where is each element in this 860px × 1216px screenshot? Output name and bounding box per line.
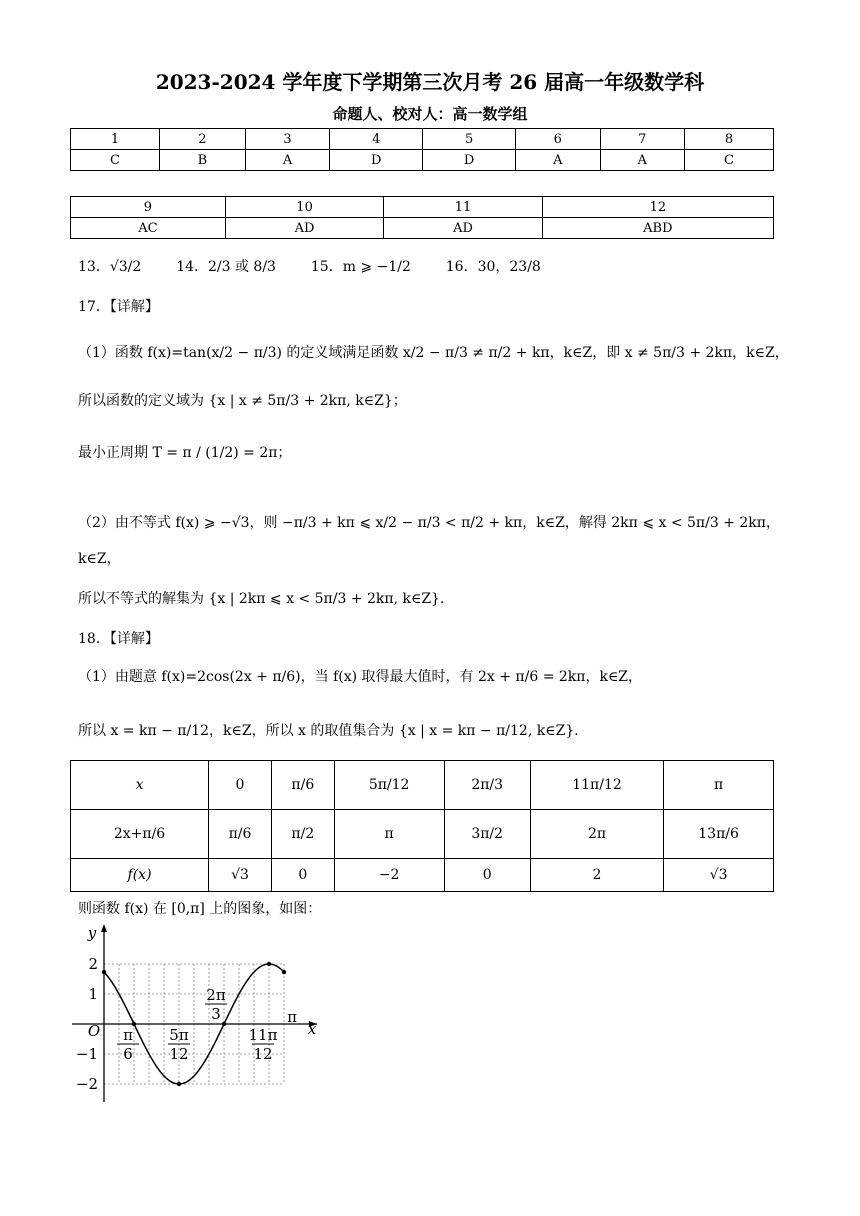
value-cell: π [664,761,774,810]
graph-labels [76,924,317,1093]
answer-14: 14．2/3 或 8/3 [176,259,276,275]
value-cell: π [334,810,444,859]
answer-value: C [684,150,773,171]
value-table [70,760,774,892]
value-cell: 5π/12 [334,761,444,810]
y-axis-arrow [101,924,107,932]
data-point [282,970,286,974]
value-cell: 0 [271,859,334,892]
x-tick-label: π [287,1008,297,1026]
answer-value-row [71,150,774,171]
q18-max-set: 所以 x = kπ − π/12，k∈Z，所以 x 的取值集合为 {x | x = kπ − π/12, k∈Z}． [78,723,589,739]
x-tick-label-num: 11π [248,1026,278,1044]
q17-solution-set: 所以不等式的解集为 {x | 2kπ ⩽ x < 5π/3 + 2kπ, k∈Z}． [78,591,454,607]
x-tick-label-den: 12 [253,1045,273,1063]
value-cell: √3 [209,859,272,892]
answer-number: 10 [225,197,383,218]
data-point [267,962,271,966]
value-cell: π/2 [271,810,334,859]
answer-number: 6 [516,129,600,150]
value-cell: 2x+π/6 [71,810,209,859]
answer-number: 11 [384,197,542,218]
fill-in-answers [78,256,541,276]
q17-heading: 17．【详解】 [78,299,159,315]
value-cell: √3 [664,859,774,892]
answer-number: 8 [684,129,773,150]
x-tick-label-num: 5π [169,1026,189,1044]
answer-value: AC [71,218,226,239]
q17-part2: （2）由不等式 f(x) ⩾ −√3，则 −π/3 + kπ ⩽ x/2 − π/3 < π/2 + kπ，k∈Z，解得 2kπ ⩽ x < 5π/3 + 2kπ， [78,515,780,531]
y-tick-label: 2 [88,955,98,973]
data-point [222,1022,226,1026]
answer-value-row [71,218,774,239]
answer-value: AD [225,218,383,239]
answer-16: 16．30，23/8 [445,259,541,275]
value-cell: 11π/12 [530,761,663,810]
answer-value: A [600,150,684,171]
value-cell: 2 [530,859,663,892]
q18-part1: （1）由题意 f(x)=2cos(2x + π/6)，当 f(x) 取得最大值时，有 2x + π/6 = 2kπ，k∈Z， [78,669,643,685]
answer-number: 4 [330,129,423,150]
value-cell: 3π/2 [444,810,530,859]
answer-value: C [71,150,160,171]
multi-answer-table [70,196,774,239]
q18-graph-caption: 则函数 f(x) 在 [0,π] 上的图象，如图： [78,901,322,917]
answer-15: 15．m ⩾ −1/2 [310,259,411,275]
answer-value: ABD [542,218,773,239]
answer-value: AD [384,218,542,239]
y-tick-label: −1 [75,1045,98,1063]
value-cell: 0 [444,859,530,892]
value-table-row [71,761,774,810]
answer-number: 2 [160,129,246,150]
value-cell: x [71,761,209,810]
value-cell: 0 [209,761,272,810]
page-title: 2023-2024 学年度下学期第三次月考 26 届高一年级数学科 [155,70,705,94]
value-cell: 13π/6 [664,810,774,859]
q17-domain: 所以函数的定义域为 {x | x ≠ 5π/3 + 2kπ, k∈Z}； [78,393,407,409]
data-point [177,1082,181,1086]
value-table-row [71,859,774,892]
answer-number: 1 [71,129,160,150]
x-tick-label-den: 3 [211,1005,221,1023]
answer-value: B [160,150,246,171]
origin-label: O [87,1022,101,1040]
answer-number: 5 [423,129,516,150]
answer-number: 12 [542,197,773,218]
value-cell: 2π/3 [444,761,530,810]
answer-number-row [71,129,774,150]
value-cell: f(x) [71,859,209,892]
y-tick-label: 1 [88,985,98,1003]
answer-value: D [423,150,516,171]
value-cell: −2 [334,859,444,892]
y-axis-label: y [87,924,97,942]
q17-part1: （1）函数 f(x)=tan(x/2 − π/3) 的定义域满足函数 x/2 − π/3 ≠ π/2 + kπ，k∈Z，即 x ≠ 5π/3 + 2kπ，k∈Z， [78,345,789,361]
answer-value: A [516,150,600,171]
answer-13: 13．√3/2 [78,259,142,275]
q17-period: 最小正周期 T = π / (1/2) = 2π； [78,445,292,461]
x-tick-label-num: π [123,1026,133,1044]
x-tick-label-num: 2π [206,986,226,1004]
value-cell: 2π [530,810,663,859]
q18-heading: 18．【详解】 [78,631,159,647]
y-tick-label: −2 [75,1075,98,1093]
value-table-row [71,810,774,859]
data-point [102,970,106,974]
q17-part2-cont: k∈Z， [78,551,121,567]
answer-number: 3 [245,129,329,150]
page-subtitle: 命题人、校对人：高一数学组 [332,105,528,123]
answer-number: 7 [600,129,684,150]
answer-number-row [71,197,774,218]
choice-answer-table [70,128,774,171]
answer-value: D [330,150,423,171]
value-cell: π/6 [271,761,334,810]
answer-value: A [245,150,329,171]
value-cell: π/6 [209,810,272,859]
x-tick-label-den: 6 [123,1045,133,1063]
cosine-graph [62,920,332,1110]
x-axis-label: x [307,1020,317,1038]
answer-number: 9 [71,197,226,218]
x-tick-label-den: 12 [169,1045,189,1063]
